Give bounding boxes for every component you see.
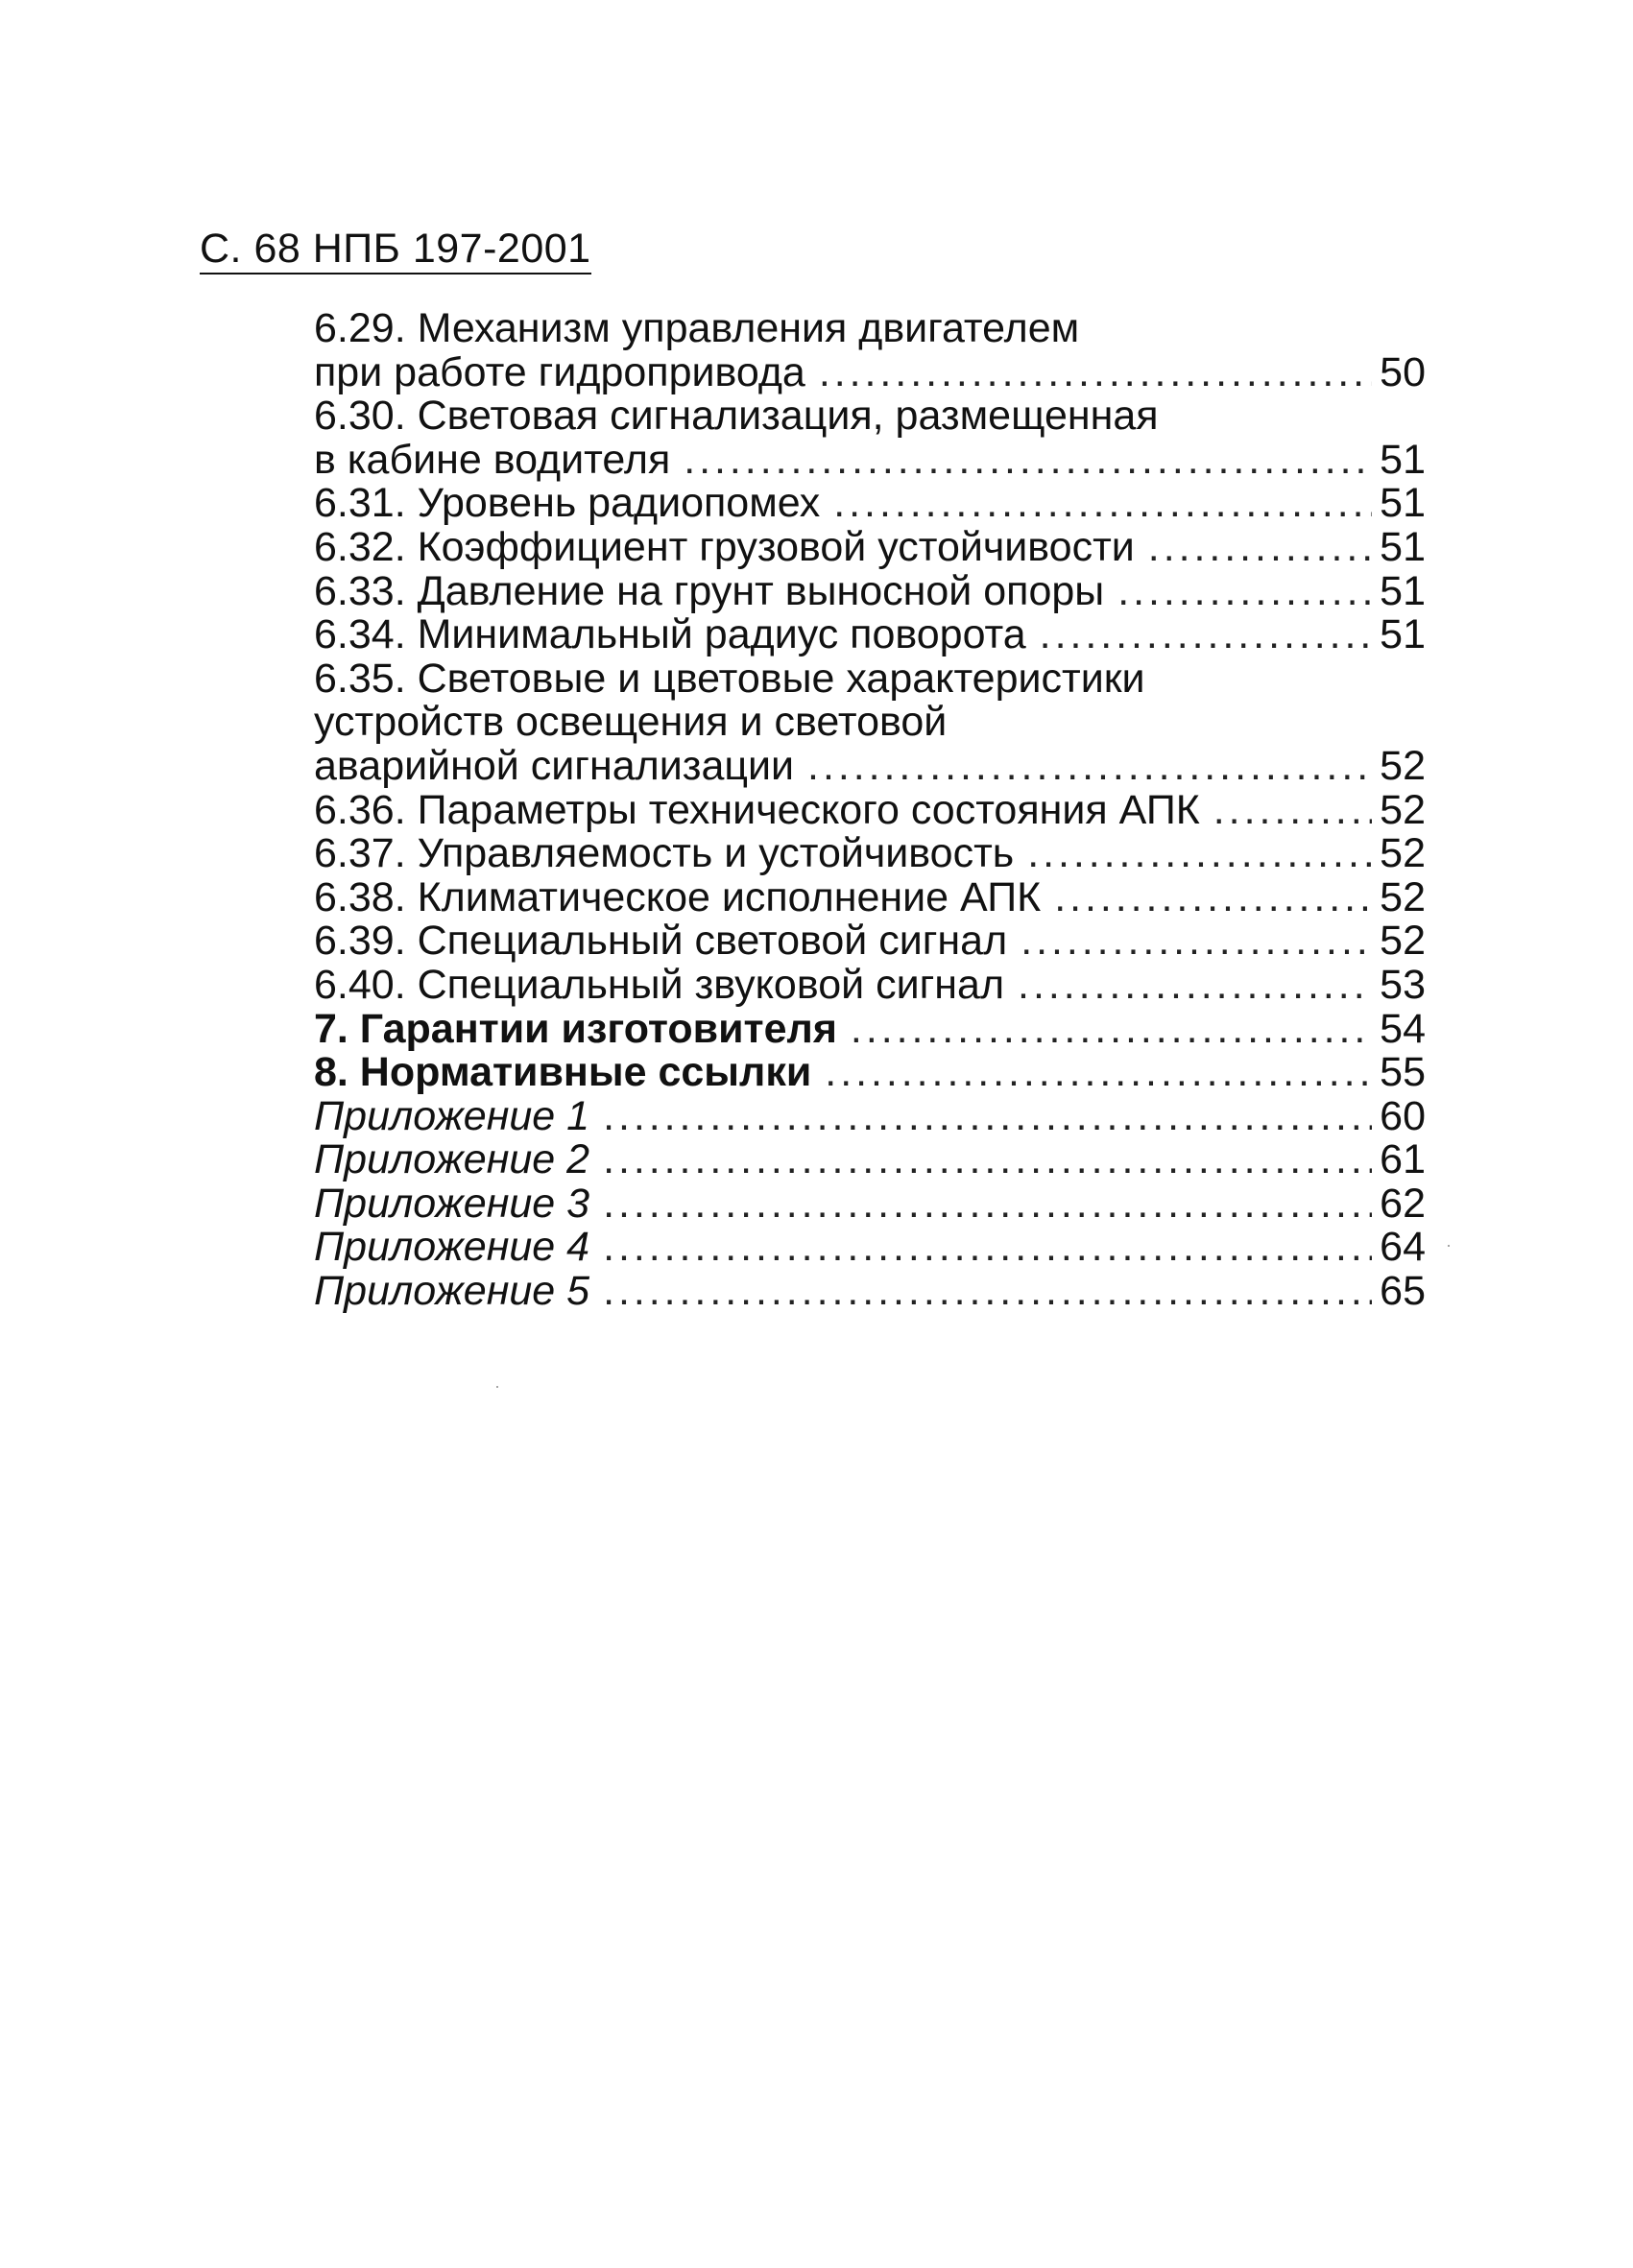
toc-entry — [314, 567, 1426, 614]
toc-entry-title: в кабине водителя — [314, 436, 671, 483]
toc-entry — [314, 1270, 1426, 1314]
toc-line — [314, 613, 1426, 657]
toc-entry-title: 6.38. Климатическое исполнение АПК — [314, 873, 1042, 920]
toc-entry-title: 6.40. Специальный звуковой сигнал — [314, 961, 1005, 1008]
toc-page-number: 51 — [1380, 523, 1426, 570]
toc-entry-title: 6.33. Давление на грунт выносной опоры — [314, 567, 1105, 614]
toc-entry — [314, 394, 1426, 482]
toc-page-number: 52 — [1380, 786, 1426, 833]
dot-leader — [684, 439, 1372, 483]
dot-leader — [1018, 964, 1372, 1008]
toc-entry — [314, 1138, 1426, 1182]
toc-entry — [314, 523, 1426, 570]
toc-line — [314, 1182, 1426, 1227]
toc-entry — [314, 873, 1426, 920]
toc-entry — [314, 1182, 1426, 1227]
toc-line — [314, 786, 1426, 833]
dot-leader — [1148, 526, 1372, 570]
toc-line — [314, 1270, 1426, 1314]
toc-line — [314, 523, 1426, 570]
toc-entry-title: 8. Нормативные ссылки — [314, 1049, 812, 1096]
toc-entry — [314, 1226, 1426, 1270]
toc-entry-title: Приложение 4 — [314, 1224, 590, 1271]
toc-entry — [314, 786, 1426, 833]
dot-leader — [603, 1095, 1372, 1139]
toc-entry-title: 6.36. Параметры технического состояния АПК — [314, 786, 1200, 833]
toc-page-number: 60 — [1380, 1092, 1426, 1139]
scan-speck — [1448, 1245, 1450, 1247]
toc-line — [314, 1138, 1426, 1182]
toc-page-number: 51 — [1380, 436, 1426, 483]
toc-entry-title: Приложение 5 — [314, 1268, 590, 1315]
dot-leader — [1021, 919, 1372, 964]
toc-page-number: 64 — [1380, 1224, 1426, 1271]
toc-entry-title: Приложение 1 — [314, 1092, 590, 1139]
dot-leader — [807, 745, 1372, 789]
dot-leader — [1040, 613, 1372, 657]
dot-leader — [603, 1226, 1372, 1270]
toc-page-number: 51 — [1380, 611, 1426, 658]
dot-leader — [851, 1008, 1372, 1052]
toc-page-number: 54 — [1380, 1005, 1426, 1052]
dot-leader — [1027, 832, 1372, 876]
toc-page-number: 50 — [1380, 348, 1426, 395]
dot-leader — [1213, 789, 1372, 833]
toc-page-number: 52 — [1380, 830, 1426, 877]
toc-entry-title: 7. Гарантии изготовителя — [314, 1005, 837, 1052]
toc-page-number: 61 — [1380, 1136, 1426, 1183]
toc-line — [314, 701, 1426, 745]
toc-page-number: 51 — [1380, 480, 1426, 527]
toc-entry — [314, 657, 1426, 789]
toc-entry — [314, 1092, 1426, 1139]
toc-entry — [314, 1005, 1426, 1052]
toc-entry-title: 6.30. Световая сигнализация, размещенная — [314, 393, 1159, 440]
toc-line — [314, 832, 1426, 876]
toc-line — [314, 394, 1426, 439]
toc-page-number: 52 — [1380, 918, 1426, 965]
toc-entry — [314, 613, 1426, 657]
toc-entry — [314, 307, 1426, 394]
dot-leader — [603, 1138, 1372, 1182]
toc-page-number: 62 — [1380, 1180, 1426, 1227]
dot-leader — [1054, 876, 1372, 920]
toc-entry — [314, 919, 1426, 964]
toc-entry-title: 6.37. Управляемость и устойчивость — [314, 830, 1015, 877]
toc-entry-title: 6.35. Световые и цветовые характеристики — [314, 655, 1145, 702]
toc-entry-title: 6.39. Специальный световой сигнал — [314, 918, 1008, 965]
toc-page-number: 65 — [1380, 1268, 1426, 1315]
dot-leader — [825, 1051, 1372, 1095]
toc-entry-title: 6.34. Минимальный радиус поворота — [314, 611, 1026, 658]
toc-line — [314, 1051, 1426, 1095]
table-of-contents — [314, 307, 1426, 1314]
toc-line — [314, 742, 1426, 789]
toc-entry — [314, 961, 1426, 1008]
toc-line — [314, 1226, 1426, 1270]
toc-entry — [314, 832, 1426, 876]
toc-line — [314, 1005, 1426, 1052]
dot-leader — [819, 351, 1372, 395]
toc-line — [314, 307, 1426, 351]
toc-line — [314, 961, 1426, 1008]
toc-entry-title: 6.31. Уровень радиопомех — [314, 480, 821, 527]
toc-page-number: 53 — [1380, 961, 1426, 1008]
toc-line — [314, 873, 1426, 920]
dot-leader — [603, 1182, 1372, 1227]
toc-page-number: 52 — [1380, 873, 1426, 920]
dot-leader — [1117, 570, 1372, 614]
dot-leader — [833, 482, 1372, 526]
toc-page-number: 55 — [1380, 1049, 1426, 1096]
dot-leader — [603, 1270, 1372, 1314]
toc-entry-title: Приложение 3 — [314, 1180, 590, 1227]
toc-page-number: 52 — [1380, 742, 1426, 789]
scan-speck — [496, 1386, 498, 1388]
toc-entry — [314, 482, 1426, 526]
toc-line — [314, 436, 1426, 483]
toc-line — [314, 482, 1426, 526]
toc-entry-title: при работе гидропривода — [314, 348, 805, 395]
toc-entry-title: аварийной сигнализации — [314, 742, 795, 789]
toc-line — [314, 1092, 1426, 1139]
toc-entry-title: 6.29. Механизм управления двигателем — [314, 305, 1080, 351]
toc-entry-title: 6.32. Коэффициент грузовой устойчивости — [314, 523, 1135, 570]
toc-line — [314, 657, 1426, 702]
toc-page-number: 51 — [1380, 567, 1426, 614]
toc-line — [314, 919, 1426, 964]
toc-line — [314, 567, 1426, 614]
toc-line — [314, 348, 1426, 395]
toc-entry-title: Приложение 2 — [314, 1136, 590, 1183]
running-head: С. 68 НПБ 197-2001 — [200, 228, 591, 275]
toc-entry-title: устройств освещения и световой — [314, 699, 948, 746]
toc-entry — [314, 1051, 1426, 1095]
